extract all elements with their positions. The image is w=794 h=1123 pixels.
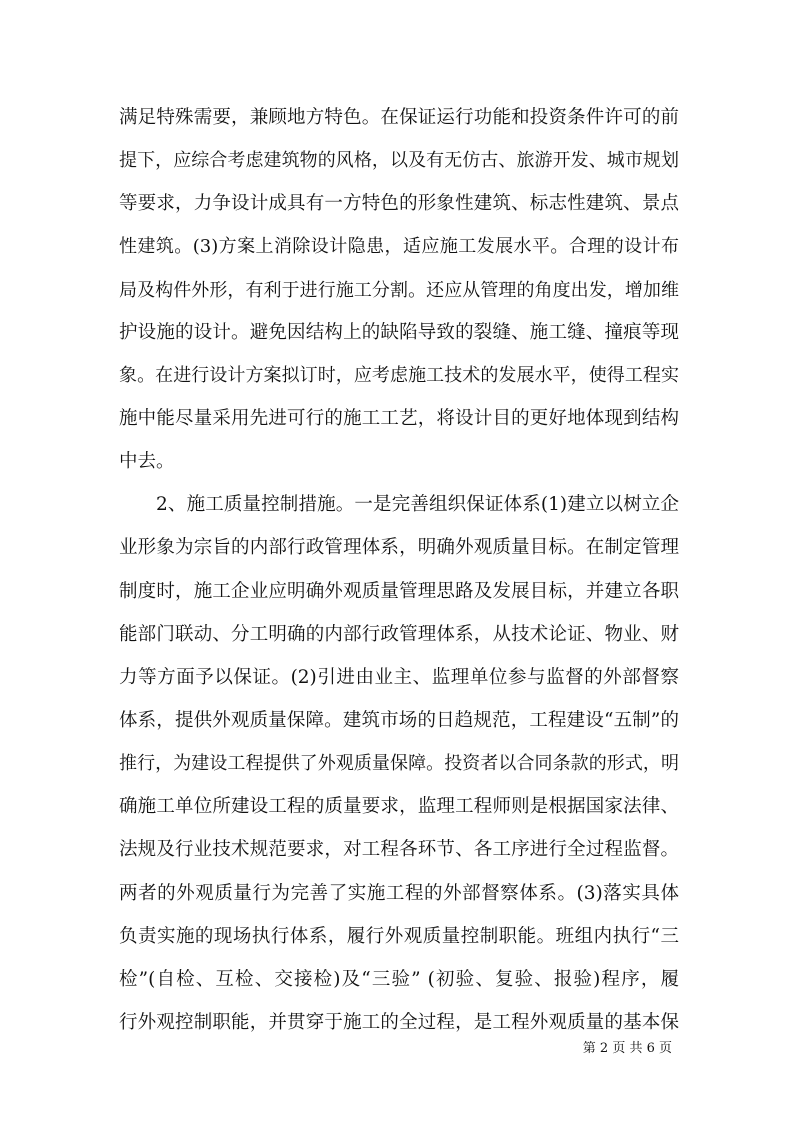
text-line: 法规及行业技术规范要求，对工程各环节、各工序进行全过程监督。	[119, 839, 679, 860]
text-line: 检”(自检、互检、交接检)及“三验” (初验、复验、报验)程序，履	[119, 969, 679, 990]
text-line: 提下，应综合考虑建筑物的风格，以及有无仿古、旅游开发、城市规划	[119, 150, 679, 171]
text-line: 象。在进行设计方案拟订时，应考虑施工技术的发展水平，使得工程实	[119, 365, 679, 386]
text-line: 确施工单位所建设工程的质量要求，监理工程师则是根据国家法律、	[119, 796, 679, 817]
text-line: 护设施的设计。避免因结构上的缺陷导致的裂缝、施工缝、撞痕等现	[119, 322, 679, 343]
text-line: 等要求，力争设计成具有一方特色的形象性建筑、标志性建筑、景点	[119, 193, 679, 214]
text-line: 2、施工质量控制措施。一是完善组织保证体系(1)建立以树立企	[156, 494, 679, 515]
text-line: 性建筑。(3)方案上消除设计隐患，适应施工发展水平。合理的设计布	[119, 236, 679, 257]
text-line: 体系，提供外观质量保障。建筑市场的日趋规范，工程建设“五制”的	[119, 710, 679, 731]
page-number-footer: 第 2 页 共 6 页	[582, 1041, 672, 1056]
text-line: 推行，为建设工程提供了外观质量保障。投资者以合同条款的形式，明	[119, 753, 679, 774]
text-line: 力等方面予以保证。(2)引进由业主、监理单位参与监督的外部督察	[119, 667, 679, 688]
text-line: 两者的外观质量行为完善了实施工程的外部督察体系。(3)落实具体	[119, 883, 679, 904]
text-line: 能部门联动、分工明确的内部行政管理体系，从技术论证、物业、财	[119, 624, 679, 645]
text-line: 满足特殊需要，兼顾地方特色。在保证运行功能和投资条件许可的前	[119, 107, 679, 128]
text-line: 中去。	[119, 451, 175, 472]
text-line: 行外观控制职能，并贯穿于施工的全过程，是工程外观质量的基本保	[119, 1012, 679, 1033]
text-line: 负责实施的现场执行体系，履行外观质量控制职能。班组内执行“三	[119, 926, 679, 947]
text-line: 局及构件外形，有利于进行施工分割。还应从管理的角度出发，增加维	[119, 280, 679, 301]
text-line: 施中能尽量采用先进可行的施工工艺，将设计目的更好地体现到结构	[119, 408, 679, 429]
text-line: 业形象为宗旨的内部行政管理体系，明确外观质量目标。在制定管理	[119, 537, 679, 558]
text-line: 制度时，施工企业应明确外观质量管理思路及发展目标，并建立各职	[119, 581, 679, 602]
